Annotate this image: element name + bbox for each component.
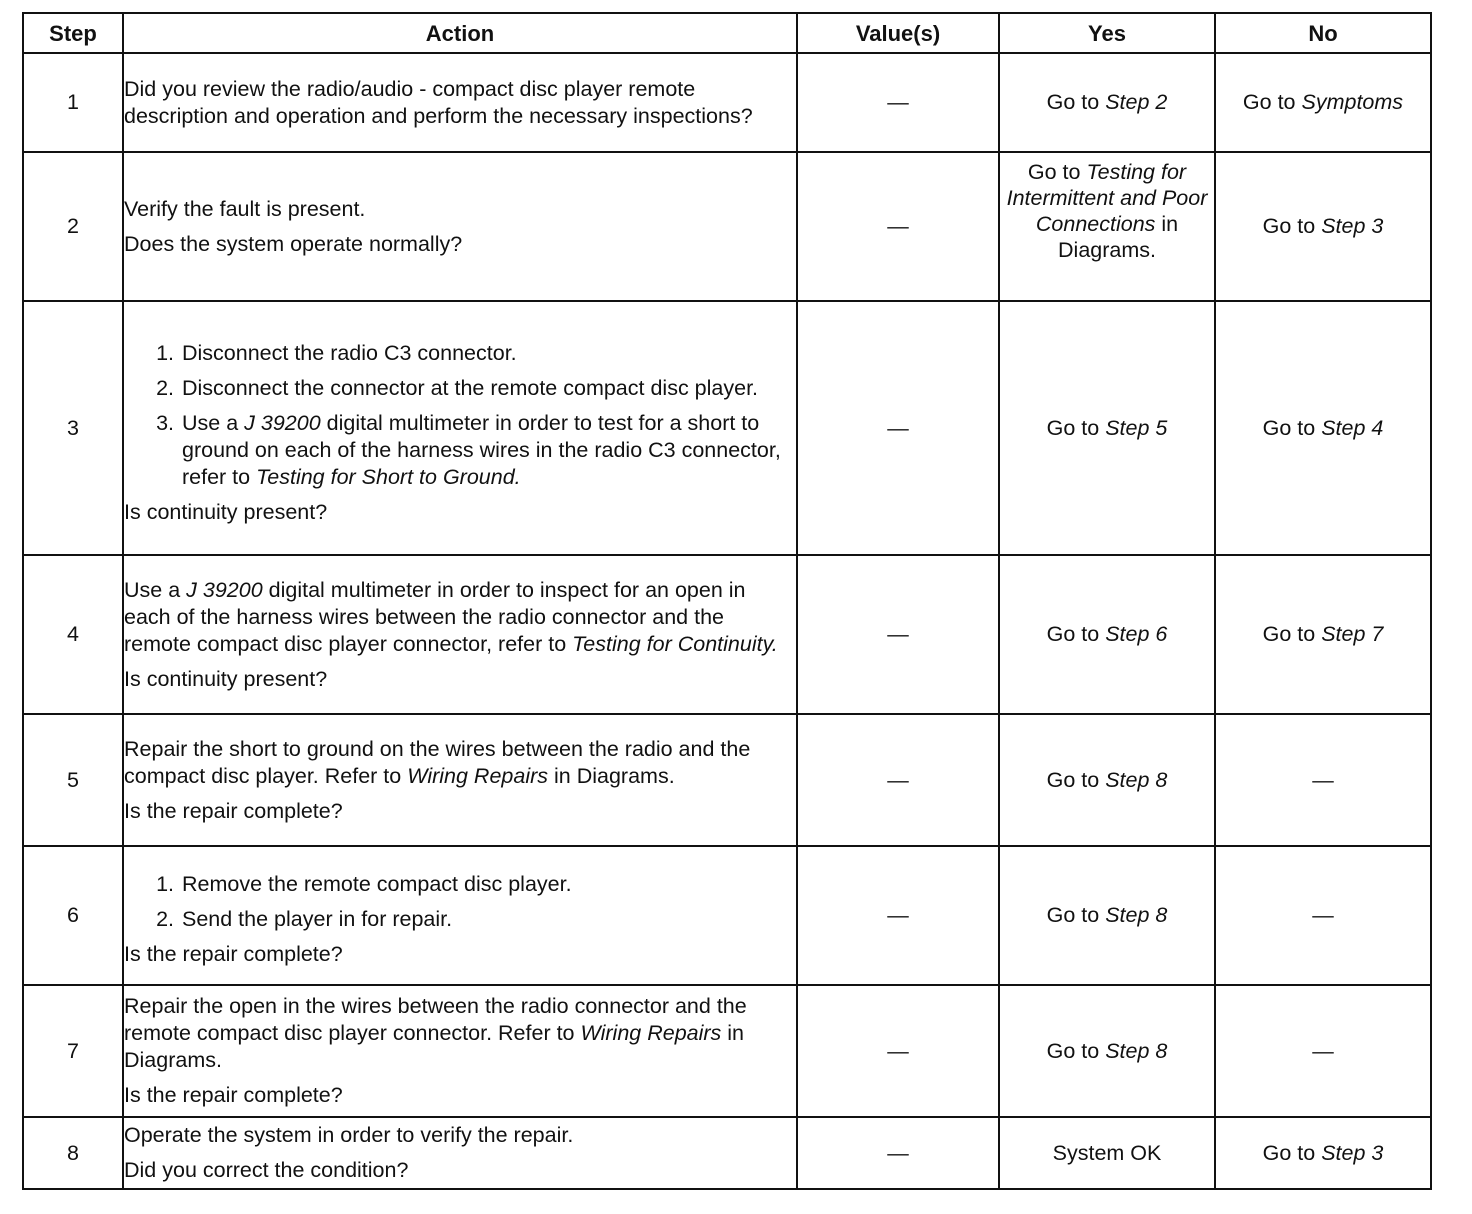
table-row <box>23 152 1431 301</box>
value-cell <box>797 301 999 555</box>
list-item: 2. Send the player in for repair. <box>180 906 796 933</box>
tool-ref: J 39200 <box>244 411 321 435</box>
no-cell <box>1215 152 1431 301</box>
table-row <box>23 555 1431 714</box>
no-cell <box>1215 846 1431 985</box>
value-cell <box>797 714 999 846</box>
yes-prefix: Go to <box>1046 767 1100 792</box>
tool-ref: J 39200 <box>186 577 263 602</box>
action-question: Does the system operate normally? <box>124 231 463 256</box>
action-text: Use a <box>182 411 239 435</box>
no-prefix: Go to <box>1242 90 1296 114</box>
action-question: Is continuity present? <box>124 500 328 524</box>
list-item: 1. Disconnect the radio C3 connector. <box>180 340 796 367</box>
yes-step-ref: Step 6 <box>1105 622 1168 646</box>
yes-cell: System OK <box>999 1117 1215 1189</box>
yes-prefix: Go to <box>1046 903 1100 927</box>
yes-suffix: in Diagrams. <box>1058 212 1179 262</box>
action-cell <box>123 714 797 846</box>
value-dash: — <box>887 622 909 646</box>
action-question: Is the repair complete? <box>124 798 343 823</box>
action-cell <box>123 152 797 301</box>
yes-cell <box>999 152 1215 301</box>
no-step-ref: Step 4 <box>1321 415 1384 440</box>
no-cell <box>1215 985 1431 1117</box>
action-text: digital multimeter in order to test for a short to ground on each of the harness wires in the radio C3 connector, refer to <box>182 411 781 489</box>
no-prefix: Go to <box>1262 622 1316 646</box>
yes-step-ref: Step 8 <box>1105 1038 1168 1063</box>
no-prefix: Go to <box>1262 1140 1316 1165</box>
step-number: 5 <box>23 714 123 846</box>
yes-step-ref: Step 5 <box>1105 415 1168 440</box>
diagnostic-table <box>22 12 1432 1190</box>
yes-prefix: Go to <box>1046 622 1100 646</box>
list-item <box>180 410 796 491</box>
action-cell <box>123 301 797 555</box>
step-number: 4 <box>23 555 123 714</box>
step-number: 1 <box>23 53 123 152</box>
no-dash: — <box>1312 767 1334 792</box>
value-cell <box>797 1117 999 1189</box>
yes-prefix: Go to <box>1046 1038 1100 1063</box>
action-paragraph <box>124 577 796 658</box>
step-number: 8 <box>23 1117 123 1189</box>
no-dash: — <box>1312 1038 1334 1063</box>
header-row <box>23 13 1431 53</box>
table-row <box>23 985 1431 1117</box>
yes-prefix: Go to <box>1046 415 1100 440</box>
yes-cell <box>999 846 1215 985</box>
action-text: in Diagrams. <box>554 763 675 788</box>
value-dash: — <box>887 415 909 440</box>
action-text: Verify the fault is present. <box>124 196 366 221</box>
reference-link: Wiring Repairs <box>407 763 549 788</box>
action-text: Did you review the radio/audio - compact disc player remote description and operation and perform the necessary inspections? <box>124 76 753 128</box>
no-prefix: Go to <box>1262 415 1316 440</box>
value-cell <box>797 985 999 1117</box>
no-step-ref: Step 3 <box>1321 214 1384 238</box>
value-dash: — <box>887 90 909 114</box>
no-step-ref: Step 7 <box>1321 622 1384 646</box>
header-no: No <box>1215 13 1431 53</box>
value-dash: — <box>887 214 909 238</box>
action-cell <box>123 846 797 985</box>
no-prefix: Go to <box>1262 214 1316 238</box>
table-row <box>23 1117 1431 1189</box>
yes-cell <box>999 714 1215 846</box>
no-step-ref: Step 3 <box>1321 1140 1384 1165</box>
step-number: 3 <box>23 301 123 555</box>
header-action: Action <box>123 13 797 53</box>
list-item: 1. Remove the remote compact disc player. <box>180 871 796 898</box>
table-row <box>23 301 1431 555</box>
action-text: Repair the short to ground on the wires between the radio and the compact disc player. Refer to <box>124 736 751 788</box>
header-values: Value(s) <box>797 13 999 53</box>
value-cell <box>797 53 999 152</box>
yes-cell <box>999 555 1215 714</box>
yes-step-ref: Step 8 <box>1105 767 1168 792</box>
value-dash: — <box>887 767 909 792</box>
reference-link: Wiring Repairs <box>580 1021 722 1045</box>
reference-link: Testing for Short to Ground. <box>256 465 521 489</box>
value-cell <box>797 846 999 985</box>
value-cell <box>797 555 999 714</box>
step-number: 2 <box>23 152 123 301</box>
action-text: digital multimeter in order to inspect for an open in each of the harness wires between the radio connector and the remote compact disc player connector, refer to <box>124 577 746 656</box>
no-cell <box>1215 714 1431 846</box>
action-text: Use a <box>124 577 181 602</box>
yes-cell <box>999 301 1215 555</box>
value-cell <box>797 152 999 301</box>
action-text: Repair the open in the wires between the radio connector and the remote compact disc player connector. Refer to <box>124 994 747 1045</box>
step-number: 7 <box>23 985 123 1117</box>
action-text: Operate the system in order to verify the repair. <box>124 1123 574 1147</box>
action-question: Is the repair complete? <box>124 942 343 966</box>
action-paragraph <box>124 736 796 790</box>
header-step: Step <box>23 13 123 53</box>
no-cell <box>1215 1117 1431 1189</box>
action-cell <box>123 53 797 152</box>
action-question: Did you correct the condition? <box>124 1158 409 1182</box>
header-yes: Yes <box>999 13 1215 53</box>
value-dash: — <box>887 1140 909 1165</box>
yes-cell <box>999 53 1215 152</box>
action-paragraph <box>124 993 796 1074</box>
value-dash: — <box>887 903 909 927</box>
action-cell <box>123 985 797 1117</box>
yes-step-ref: Step 2 <box>1105 90 1168 114</box>
step-number: 6 <box>23 846 123 985</box>
no-dash: — <box>1312 903 1334 927</box>
no-cell <box>1215 53 1431 152</box>
yes-testing-ref: Testing for Intermittent and Poor Connections <box>1006 160 1208 236</box>
table-row <box>23 714 1431 846</box>
yes-prefix: Go to <box>1046 90 1100 114</box>
table-row <box>23 846 1431 985</box>
action-steps-list <box>124 340 796 491</box>
table-row <box>23 53 1431 152</box>
no-cell <box>1215 301 1431 555</box>
action-cell <box>123 1117 797 1189</box>
value-dash: — <box>887 1038 909 1063</box>
action-cell <box>123 555 797 714</box>
no-symptoms-ref: Symptoms <box>1301 90 1404 114</box>
reference-link: Testing for Continuity. <box>572 631 778 656</box>
yes-cell <box>999 985 1215 1117</box>
list-item: 2. Disconnect the connector at the remote compact disc player. <box>180 375 796 402</box>
action-steps-list <box>124 871 796 933</box>
no-cell <box>1215 555 1431 714</box>
action-question: Is the repair complete? <box>124 1083 343 1107</box>
action-text: in Diagrams. <box>124 1021 745 1072</box>
yes-step-ref: Step 8 <box>1105 903 1168 927</box>
action-question: Is continuity present? <box>124 666 328 691</box>
yes-prefix: Go to <box>1027 160 1081 184</box>
